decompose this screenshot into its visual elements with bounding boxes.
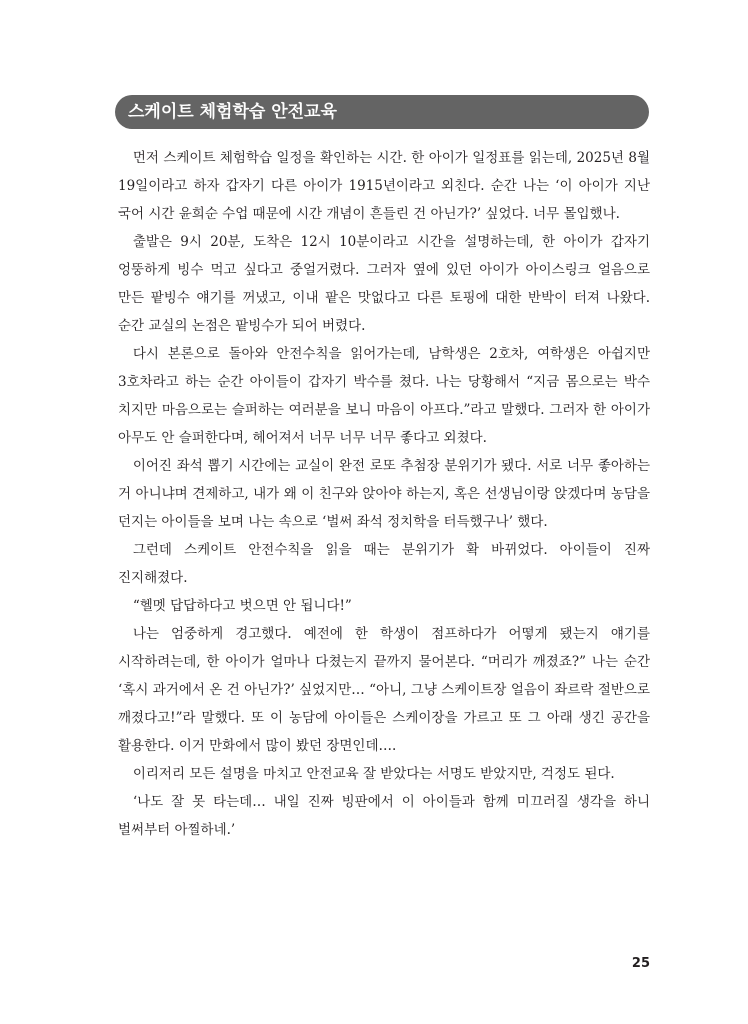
body-text	[118, 144, 650, 844]
paragraph: 그런데 스케이트 안전수칙을 읽을 때는 분위기가 확 바뀌었다. 아이들이 진짜 진지해졌다.	[118, 542, 650, 586]
paragraph: 출발은 9시 20분, 도착은 12시 10분이라고 시간을 설명하는데, 한 아이가 갑자기 엉뚱하게 빙수 먹고 싶다고 중얼거렸다. 그러자 옆에 있던 아이가 아이스링크 얼음으로 만든 팥빙수 얘기를 꺼냈고, 이내 팥은 맛없다고 다른 토핑에 대한 반박이 터져 나왔다. 순간 교실의 논점은 팥빙수가 되어 버렸다.	[118, 234, 650, 334]
paragraph: 먼저 스케이트 체험학습 일정을 확인하는 시간. 한 아이가 일정표를 읽는데, 2025년 8월 19일이라고 하자 갑자기 다른 아이가 1915년이라고 외친다. 순간 나는 ‘이 아이가 지난 국어 시간 윤희순 수업 때문에 시간 개념이 흔들린 건 아닌가?’ 싶었다. 너무 몰입했나.	[118, 150, 650, 222]
paragraph: 다시 본론으로 돌아와 안전수칙을 읽어가는데, 남학생은 2호차, 여학생은 아쉽지만 3호차라고 하는 순간 아이들이 갑자기 박수를 쳤다. 나는 당황해서 “지금 몸으로는 박수 치지만 마음으로는 슬퍼하는 여러분을 보니 마음이 아프다.”라고 말했다. 그러자 한 아이가 아무도 안 슬퍼한다며, 헤어져서 너무 너무 너무 좋다고 외쳤다.	[118, 346, 650, 446]
section-header	[115, 95, 649, 129]
paragraph: “헬멧 답답하다고 벗으면 안 됩니다!”	[132, 598, 352, 614]
paragraph: ‘나도 잘 못 타는데… 내일 진짜 빙판에서 이 아이들과 함께 미끄러질 생각을 하니 벌써부터 아찔하네.’	[118, 794, 650, 838]
page-number: 25	[631, 956, 650, 971]
paragraph: 이어진 좌석 뽑기 시간에는 교실이 완전 로또 추첨장 분위기가 됐다. 서로 너무 좋아하는 거 아니냐며 견제하고, 내가 왜 이 친구와 앉아야 하는지, 혹은 선생님이랑 앉겠다며 농담을 던지는 아이들을 보며 나는 속으로 ‘벌써 좌석 정치학을 터득했구나’ 했다.	[118, 458, 650, 530]
paragraph: 이리저리 모든 설명을 마치고 안전교육 잘 받았다는 서명도 받았지만, 걱정도 된다.	[132, 766, 615, 782]
section-title: 스케이트 체험학습 안전교육	[128, 102, 337, 122]
paragraph: 나는 엄중하게 경고했다. 예전에 한 학생이 점프하다가 어떻게 됐는지 얘기를 시작하려는데, 한 아이가 얼마나 다쳤는지 끝까지 물어본다. “머리가 깨졌죠?” 나는 순간 ‘혹시 과거에서 온 건 아닌가?’ 싶었지만… “아니, 그냥 스케이트장 얼음이 좌르락 절반으로 깨졌다고!”라 말했다. 또 이 농담에 아이들은 스케이장을 가르고 또 그 아래 생긴 공간을 활용한다. 이거 만화에서 많이 봤던 장면인데….	[118, 626, 650, 754]
